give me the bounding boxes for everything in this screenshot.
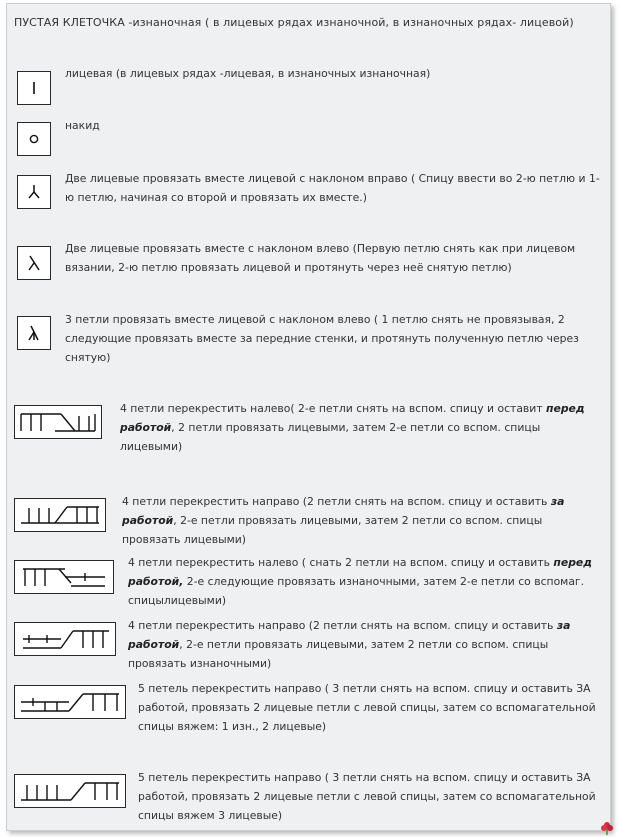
legend-text-cable-4-right-purl: 4 петли перекрестить направо (2 петли снять на вспом. спицу и оставить за работой, 2-е петли провязать лицевыми, затем 2 петли со вспом. спицы провязать изнаночными) — [128, 619, 571, 670]
bold-back-of-work: за работой — [122, 495, 565, 527]
cable-4-left-icon — [14, 405, 102, 439]
k2tog-left-icon — [17, 246, 51, 280]
flower-icon — [600, 821, 614, 835]
cable-4-left-purl-icon — [14, 560, 114, 594]
legend-text-k3tog-left: 3 петли провязать вместе лицевой с наклоном влево ( 1 петлю снять не провязывая, 2 следующие провязать вместе за передние стенки, и протянуть полученную петлю через снятую) — [65, 313, 579, 364]
bold-back-of-work-2: за работой — [128, 619, 571, 651]
k2tog-right-icon — [17, 175, 51, 209]
legend-text-cable-4-left-purl: 4 петли перекрестить налево ( снать 2 петли на вспом. спицу и оставить перед работой, 2-е следующие провязать изнаночными, затем 2-е петли со вспомаг. спицылицевыми) — [128, 556, 592, 607]
legend-text-cable-4-left: 4 петли перекрестить налево( 2-е петли снять на вспом. спицу и оставит перед работой, 2 петли провязать лицевыми, затем 2-е петли со вспом. спицы лицевыми) — [120, 402, 585, 453]
legend-text-cable-5-right: 5 петель перекрестить направо ( 3 петли снять на вспом. спицу и оставить ЗА работой, провязать 2 лицевые петли с левой спицы, затем со вспомагательной спицы вяжем: 1 изн., 2 лицевые) — [138, 682, 596, 733]
legend-text-cable-5-right-alt: 5 петель перекрестить направо ( 3 петли снять на вспом. спицу и оставить ЗА работой, провязать 2 лицевые петли с левой спицы, затем со вспомагательной спицы вяжем 3 лицевые) — [138, 771, 596, 822]
legend-text-knit: лицевая (в лицевых рядах -лицевая, в изнаночных изнаночная) — [65, 67, 431, 80]
cable-4-right-purl-icon — [14, 622, 116, 656]
bold-front-of-work-2: перед работой, — [128, 556, 592, 588]
yarn-over-icon — [17, 122, 51, 156]
empty-cell-legend: ПУСТАЯ КЛЕТОЧКА -изнаночная ( в лицевых рядах изнаночной, в изнаночных рядах- лицевой) — [14, 16, 574, 29]
cable-4-right-icon — [14, 498, 106, 532]
legend-text-cable-4-right: 4 петли перекрестить направо (2 петли снять на вспом. спицу и оставить за работой, 2-е петли провязать лицевыми, затем 2 петли со вспом. спицы провязать лицевыми) — [122, 495, 565, 546]
cable-5-right-icon — [14, 685, 126, 719]
k3tog-left-icon — [17, 316, 51, 350]
legend-text-yarn-over: накид — [65, 119, 100, 132]
cable-5-right-alt-icon — [14, 774, 126, 808]
bold-front-of-work: перед работой — [120, 402, 585, 434]
legend-text-k2tog-left: Две лицевые провязать вместе с наклоном влево (Первую петлю снять как при лицевом вязании, 2-ю петлю провязать лицевой и протянуть через неё снятую петлю) — [65, 242, 576, 274]
legend-text-k2tog-right: Две лицевые провязать вместе лицевой с наклоном вправо ( Спицу ввести во 2-ю петлю и 1-ю петлю, начиная со второй и провязать их вместе.) — [65, 172, 600, 204]
knit-stitch-icon — [17, 71, 51, 105]
